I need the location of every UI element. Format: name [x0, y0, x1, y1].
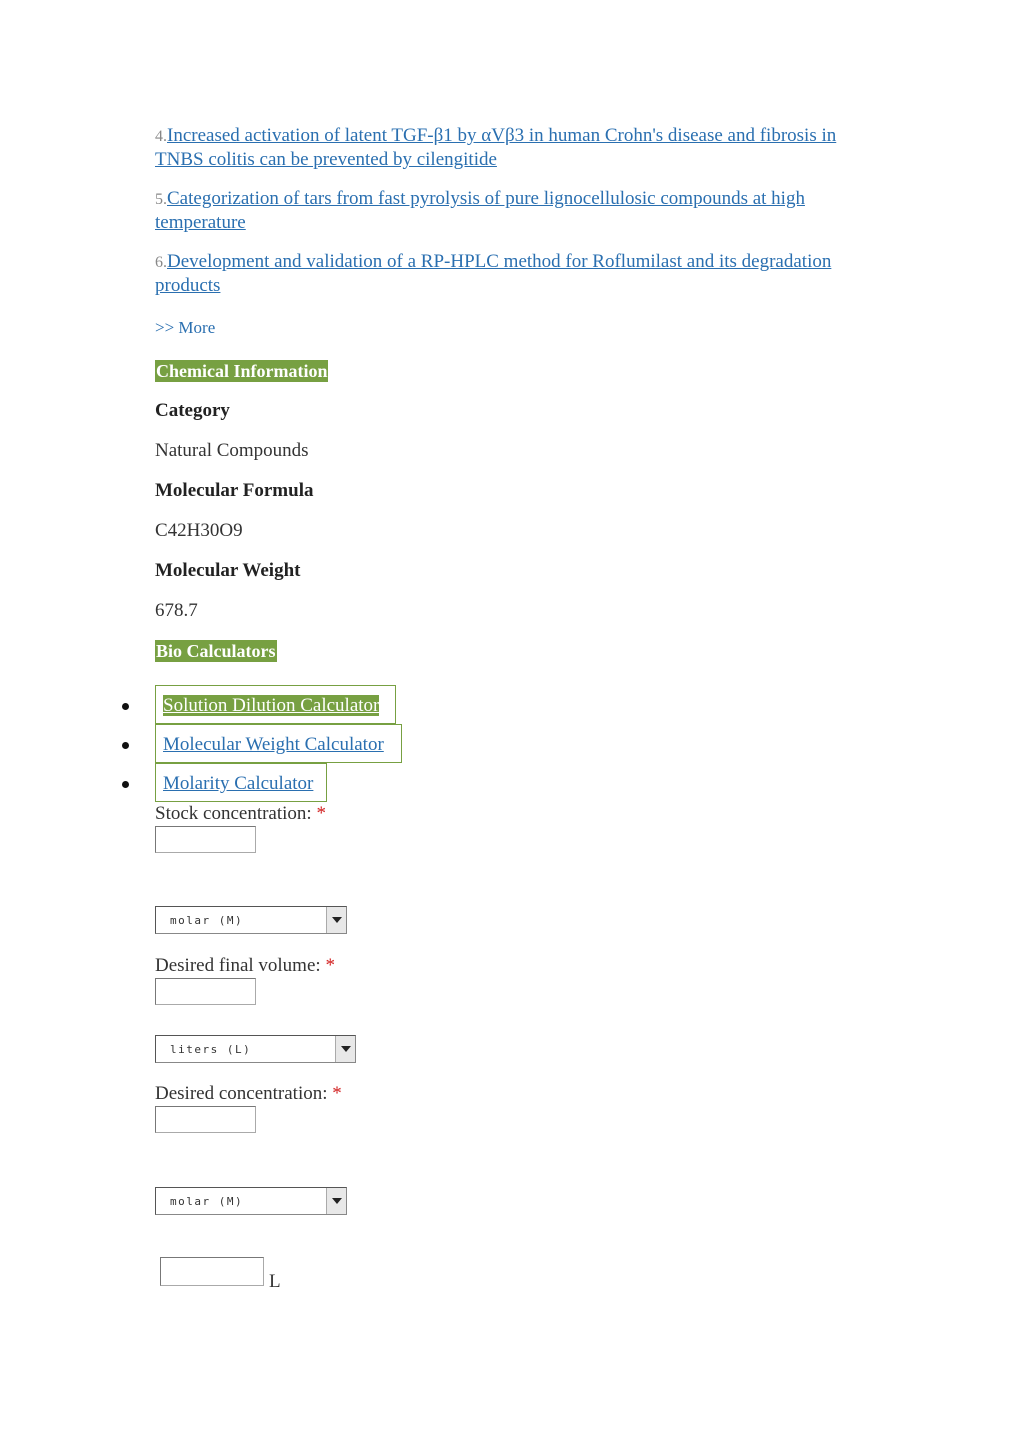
reference-number: 5. — [155, 191, 167, 208]
molecular-formula-value: C42H30O9 — [155, 520, 243, 541]
required-mark: * — [332, 1083, 342, 1104]
list-bullet — [122, 742, 129, 749]
molecular-weight-label: Molecular Weight — [155, 560, 301, 581]
desired-final-volume-input[interactable] — [155, 978, 256, 1005]
molecular-formula-label: Molecular Formula — [155, 480, 314, 501]
chevron-down-icon[interactable] — [335, 1036, 355, 1062]
desired-unit-select[interactable] — [155, 1187, 347, 1215]
chemical-information-heading: Chemical Information — [156, 361, 328, 381]
reference-link[interactable]: Increased activation of latent TGF-β1 by αVβ3 in human Crohn's disease and fibrosis in TNBS colitis can be prevented by cilengitide — [155, 125, 837, 170]
field-label-text: Desired concentration: — [155, 1083, 328, 1104]
select-value: molar (M) — [170, 1195, 244, 1208]
field-label-text: Desired final volume: — [155, 955, 321, 976]
field-label-text: Stock concentration: — [155, 803, 312, 824]
tab-label[interactable]: Molarity Calculator — [163, 773, 314, 794]
molecular-weight-value: 678.7 — [155, 600, 198, 621]
result-volume-output[interactable] — [160, 1257, 264, 1286]
select-value: molar (M) — [170, 914, 244, 927]
tab-molecular-weight-calculator[interactable] — [155, 724, 402, 763]
desired-final-volume-label — [155, 955, 335, 977]
reference-item — [155, 250, 875, 297]
desired-concentration-label — [155, 1083, 342, 1105]
required-mark: * — [325, 955, 335, 976]
stock-concentration-label — [155, 803, 326, 825]
reference-link[interactable]: Categorization of tars from fast pyrolysis of pure lignocellulosic compounds at high temperature — [155, 188, 805, 233]
result-unit-label: L — [269, 1271, 281, 1292]
volume-unit-select[interactable] — [155, 1035, 356, 1063]
chevron-down-icon[interactable] — [326, 1188, 346, 1214]
bio-calculators-heading: Bio Calculators — [156, 641, 276, 661]
list-bullet — [122, 703, 129, 710]
reference-item — [155, 187, 875, 234]
reference-number: 6. — [155, 254, 167, 271]
category-value: Natural Compounds — [155, 440, 309, 461]
reference-link[interactable]: Development and validation of a RP-HPLC method for Roflumilast and its degradation products — [155, 251, 832, 296]
category-label: Category — [155, 400, 230, 421]
tab-molarity-calculator[interactable] — [155, 763, 327, 802]
tab-solution-dilution-calculator[interactable] — [155, 685, 396, 724]
list-bullet — [122, 781, 129, 788]
reference-item — [155, 124, 875, 171]
desired-concentration-input[interactable] — [155, 1106, 256, 1133]
stock-concentration-input[interactable] — [155, 826, 256, 853]
stock-unit-select[interactable] — [155, 906, 347, 934]
tab-label[interactable]: Solution Dilution Calculator — [163, 695, 380, 716]
select-value: liters (L) — [170, 1043, 252, 1056]
tab-label[interactable]: Molecular Weight Calculator — [163, 734, 384, 755]
required-mark: * — [316, 803, 326, 824]
chevron-down-icon[interactable] — [326, 907, 346, 933]
reference-number: 4. — [155, 128, 167, 145]
more-link[interactable]: >> More — [155, 318, 216, 337]
